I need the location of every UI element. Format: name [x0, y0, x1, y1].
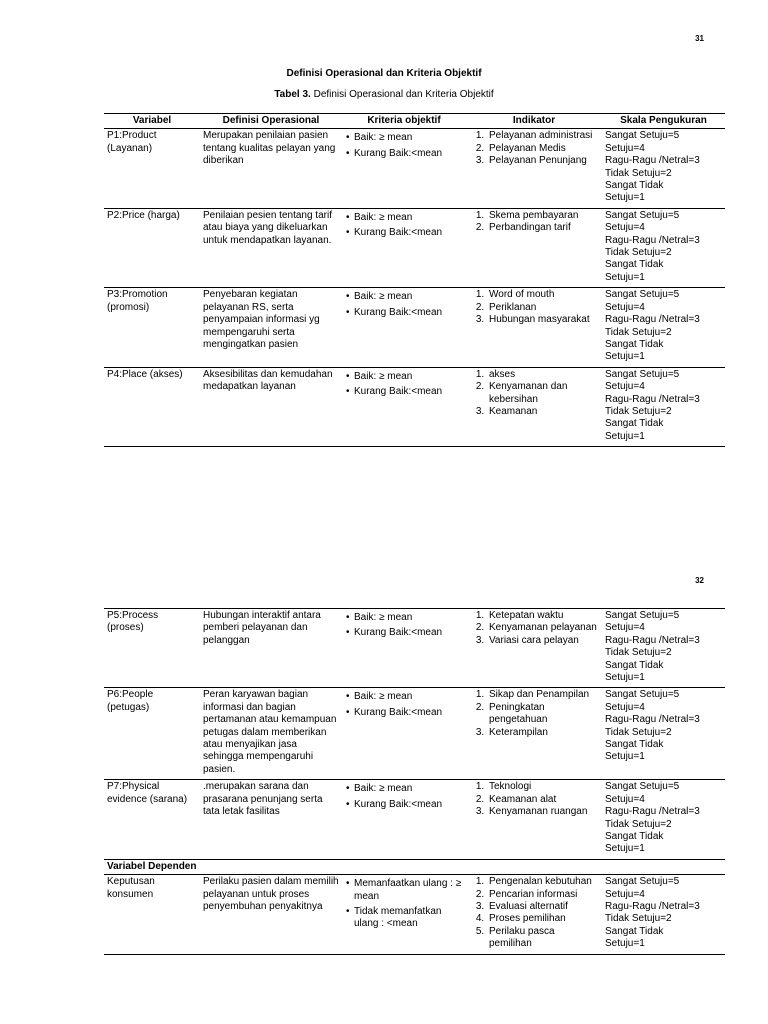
skala-line: Sangat Tidak — [605, 418, 664, 430]
cell-kriteria — [342, 875, 466, 954]
skala-line: Setuju=1 — [605, 843, 645, 855]
indikator-item: 2. Kenyamanan dan kebersihan — [487, 381, 599, 406]
skala-line: Sangat Setuju=5 — [605, 876, 680, 888]
cell-indikator — [466, 208, 602, 287]
skala-line: Setuju=1 — [605, 351, 645, 363]
indikator-item: 4. Proses pemilihan — [487, 913, 599, 925]
skala-line: Tidak Setuju=2 — [605, 326, 672, 338]
cell-skala — [602, 875, 725, 954]
cell-skala — [602, 129, 725, 208]
cell-definisi: .merupakan sarana dan prasarana penunjang serta tata letak fasilitas — [200, 780, 342, 859]
indikator-item: 1. Ketepatan waktu — [487, 610, 599, 622]
skala-line: Tidak Setuju=2 — [605, 167, 672, 179]
indikator-item: 3. Kenyamanan ruangan — [487, 806, 599, 818]
skala-line: Ragu-Ragu /Netral=3 — [605, 314, 700, 326]
kriteria-item: • Baik: ≥ mean — [345, 783, 463, 795]
skala-line: Sangat Setuju=5 — [605, 209, 680, 221]
cell-kriteria — [342, 780, 466, 859]
skala-line: Tidak Setuju=2 — [605, 405, 672, 417]
indikator-item: 1. Pelayanan administrasi — [487, 130, 599, 142]
header-skala: Skala Pengukuran — [602, 114, 725, 129]
skala-line: Setuju=4 — [605, 701, 645, 713]
kriteria-item: • Kurang Baik:<mean — [345, 307, 463, 319]
cell-indikator — [466, 609, 602, 688]
cell-variabel: P3:Promotion (promosi) — [104, 288, 200, 367]
kriteria-item: • Kurang Baik:<mean — [345, 148, 463, 160]
kriteria-item: • Kurang Baik:<mean — [345, 227, 463, 239]
kriteria-item: • Kurang Baik:<mean — [345, 799, 463, 811]
skala-line: Sangat Tidak — [605, 925, 664, 937]
cell-variabel: P6:People (petugas) — [104, 688, 200, 780]
table-caption — [0, 89, 768, 100]
skala-line: Ragu-Ragu /Netral=3 — [605, 714, 700, 726]
header-kriteria: Kriteria objektif — [342, 114, 466, 129]
skala-line: Tidak Setuju=2 — [605, 913, 672, 925]
skala-line: Setuju=1 — [605, 672, 645, 684]
skala-line: Sangat Tidak — [605, 659, 664, 671]
skala-line: Tidak Setuju=2 — [605, 818, 672, 830]
skala-line: Sangat Setuju=5 — [605, 781, 680, 793]
kriteria-item: • Baik: ≥ mean — [345, 691, 463, 703]
table-caption-text: Definisi Operasional dan Kriteria Objektif — [310, 89, 494, 100]
cell-skala — [602, 688, 725, 780]
table-row — [104, 367, 725, 446]
definition-table-continued — [104, 608, 725, 955]
skala-line: Tidak Setuju=2 — [605, 726, 672, 738]
skala-line: Sangat Setuju=5 — [605, 368, 680, 380]
kriteria-item: • Tidak memanfatkan ulang : <mean — [345, 906, 463, 931]
cell-skala — [602, 208, 725, 287]
table-row — [104, 129, 725, 208]
indikator-item: 5. Perilaku pasca pemilihan — [487, 926, 599, 951]
skala-line: Sangat Tidak — [605, 259, 664, 271]
skala-line: Sangat Setuju=5 — [605, 289, 680, 301]
table-row — [104, 609, 725, 688]
skala-line: Ragu-Ragu /Netral=3 — [605, 634, 700, 646]
cell-indikator — [466, 688, 602, 780]
page-number: 32 — [695, 576, 704, 585]
kriteria-item: • Baik: ≥ mean — [345, 212, 463, 224]
skala-line: Ragu-Ragu /Netral=3 — [605, 393, 700, 405]
kriteria-item: • Baik: ≥ mean — [345, 371, 463, 383]
definition-table — [104, 113, 725, 447]
table-header-row — [104, 114, 725, 129]
section-title: Definisi Operasional dan Kriteria Objektif — [286, 68, 482, 79]
skala-line: Ragu-Ragu /Netral=3 — [605, 806, 700, 818]
cell-indikator — [466, 129, 602, 208]
skala-line: Setuju=4 — [605, 301, 645, 313]
dependent-header-row — [104, 859, 725, 874]
cell-kriteria — [342, 129, 466, 208]
cell-definisi: Perilaku pasien dalam memilih pelayanan untuk proses penyembuhan penyakitnya — [200, 875, 342, 954]
skala-line: Setuju=1 — [605, 271, 645, 283]
skala-line: Setuju=1 — [605, 192, 645, 204]
cell-definisi: Penyebaran kegiatan pelayanan RS, serta penyampaian informasi yg mempengaruhi serta mengingatkan pasien — [200, 288, 342, 367]
indikator-item: 2. Kenyamanan pelayanan — [487, 622, 599, 634]
skala-line: Sangat Tidak — [605, 830, 664, 842]
table-row — [104, 208, 725, 287]
kriteria-item: • Memanfaatkan ulang : ≥ mean — [345, 878, 463, 903]
cell-skala — [602, 780, 725, 859]
indikator-item: 2. Periklanan — [487, 302, 599, 314]
indikator-item: 2. Keamanan alat — [487, 794, 599, 806]
table-row — [104, 875, 725, 954]
skala-line: Setuju=4 — [605, 381, 645, 393]
kriteria-item: • Kurang Baik:<mean — [345, 627, 463, 639]
indikator-item: 1. Teknologi — [487, 781, 599, 793]
dependent-variable-header: Variabel Dependen — [104, 859, 725, 874]
cell-skala — [602, 367, 725, 446]
cell-indikator — [466, 288, 602, 367]
indikator-item: 3. Pelayanan Penunjang — [487, 155, 599, 167]
cell-definisi: Hubungan interaktif antara pemberi pelayanan dan pelanggan — [200, 609, 342, 688]
skala-line: Setuju=4 — [605, 622, 645, 634]
skala-line: Tidak Setuju=2 — [605, 647, 672, 659]
skala-line: Sangat Tidak — [605, 338, 664, 350]
cell-skala — [602, 288, 725, 367]
table-row — [104, 780, 725, 859]
cell-definisi: Merupakan penilaian pasien tentang kualitas pelayan yang diberikan — [200, 129, 342, 208]
indikator-item: 3. Keamanan — [487, 406, 599, 418]
skala-line: Ragu-Ragu /Netral=3 — [605, 234, 700, 246]
indikator-item: 1. Skema pembayaran — [487, 210, 599, 222]
kriteria-item: • Kurang Baik:<mean — [345, 707, 463, 719]
cell-kriteria — [342, 367, 466, 446]
cell-indikator — [466, 780, 602, 859]
cell-variabel: P4:Place (akses) — [104, 367, 200, 446]
skala-line: Sangat Tidak — [605, 739, 664, 751]
page-32 — [0, 512, 768, 1024]
skala-line: Sangat Setuju=5 — [605, 610, 680, 621]
cell-kriteria — [342, 288, 466, 367]
indikator-item: 1. Sikap dan Penampilan — [487, 689, 599, 701]
indikator-item: 1. akses — [487, 369, 599, 381]
cell-definisi: Peran karyawan bagian informasi dan bagian pertamanan atau kemampuan petugas dalam memberikan atau menyajikan jasa sehingga mempengaruhi pasien. — [200, 688, 342, 780]
table-body — [104, 609, 725, 955]
kriteria-item: • Baik: ≥ mean — [345, 291, 463, 303]
skala-line: Ragu-Ragu /Netral=3 — [605, 900, 700, 912]
indikator-item: 2. Pencarian informasi — [487, 889, 599, 901]
cell-variabel: P1:Product (Layanan) — [104, 129, 200, 208]
skala-line: Tidak Setuju=2 — [605, 247, 672, 259]
indikator-item: 1. Pengenalan kebutuhan — [487, 876, 599, 888]
skala-line: Setuju=1 — [605, 751, 645, 763]
skala-line: Setuju=4 — [605, 888, 645, 900]
cell-kriteria — [342, 208, 466, 287]
kriteria-item: • Kurang Baik:<mean — [345, 386, 463, 398]
table-row — [104, 288, 725, 367]
table-row — [104, 688, 725, 780]
skala-line: Sangat Setuju=5 — [605, 130, 680, 142]
cell-kriteria — [342, 688, 466, 780]
header-variabel: Variabel — [104, 114, 200, 129]
cell-definisi: Aksesibilitas dan kemudahan medapatkan layanan — [200, 367, 342, 446]
indikator-item: 3. Variasi cara pelayan — [487, 635, 599, 647]
kriteria-item: • Baik: ≥ mean — [345, 612, 463, 624]
indikator-item: 3. Hubungan masyarakat — [487, 314, 599, 326]
indikator-item: 2. Perbandingan tarif — [487, 222, 599, 234]
indikator-item: 1. Word of mouth — [487, 289, 599, 301]
skala-line: Sangat Tidak — [605, 180, 664, 192]
skala-line: Setuju=4 — [605, 793, 645, 805]
skala-line: Setuju=4 — [605, 222, 645, 234]
header-indikator: Indikator — [466, 114, 602, 129]
skala-line: Ragu-Ragu /Netral=3 — [605, 155, 700, 167]
skala-line: Sangat Setuju=5 — [605, 689, 680, 701]
skala-line: Setuju=4 — [605, 142, 645, 154]
indikator-item: 3. Keterampilan — [487, 727, 599, 739]
skala-line: Setuju=1 — [605, 938, 645, 950]
header-definisi: Definisi Operasional — [200, 114, 342, 129]
cell-indikator — [466, 875, 602, 954]
cell-kriteria — [342, 609, 466, 688]
cell-variabel: P7:Physical evidence (sarana) — [104, 780, 200, 859]
cell-definisi: Penilaian pesien tentang tarif atau biaya yang dikeluarkan untuk mendapatkan layanan. — [200, 208, 342, 287]
table-caption-label: Tabel 3. — [274, 89, 311, 100]
cell-variabel: P2:Price (harga) — [104, 208, 200, 287]
cell-skala — [602, 609, 725, 688]
skala-line: Setuju=1 — [605, 430, 645, 442]
table-body — [104, 129, 725, 447]
cell-indikator — [466, 367, 602, 446]
indikator-item: 2. Pelayanan Medis — [487, 143, 599, 155]
page-number: 31 — [695, 34, 704, 43]
cell-variabel: Keputusan konsumen — [104, 875, 200, 954]
indikator-item: 2. Peningkatan pengetahuan — [487, 702, 599, 727]
cell-variabel: P5:Process (proses) — [104, 609, 200, 688]
indikator-item: 3. Evaluasi alternatif — [487, 901, 599, 913]
kriteria-item: • Baik: ≥ mean — [345, 132, 463, 144]
